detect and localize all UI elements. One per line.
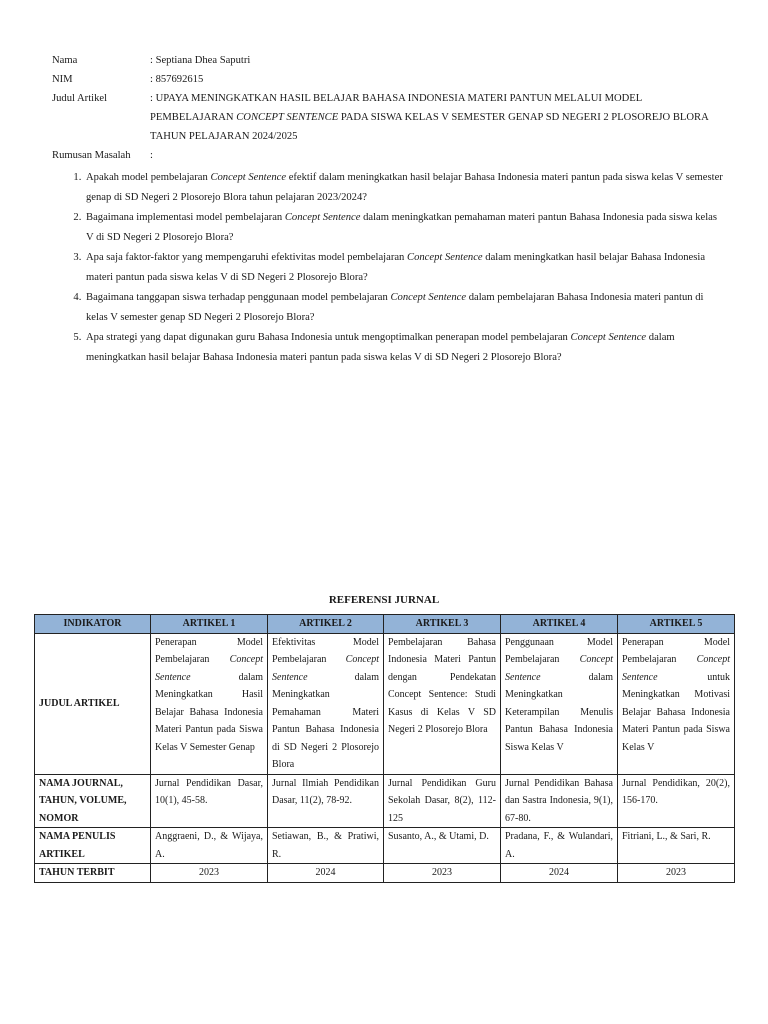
cell-text: Penerapan Model Pembelajaran: [155, 636, 263, 665]
table-cell: 2023: [151, 864, 268, 883]
problem-text: Apa saja faktor-faktor yang mempengaruhi efektivitas model pembelajaran: [86, 252, 408, 263]
problem-text: dalam pembelajaran Bahasa Indonesia materi pantun di kelas V semester genap SD Negeri 2 Plosorejo Blora?: [86, 292, 704, 323]
problem-text: Apakah model pembelajaran: [86, 172, 211, 183]
column-header: ARTIKEL 4: [501, 615, 618, 634]
column-header: ARTIKEL 2: [268, 615, 384, 634]
judul-italic: CONCEPT SENTENCE: [236, 112, 339, 123]
table-cell: [151, 633, 268, 774]
cell-italic: Concept Sentence: [505, 654, 613, 683]
problem-text: efektif dalam meningkatkan hasil belajar Bahasa Indonesia materi pantun pada siswa kelas V semester genap di SD Negeri 2 Plosorejo Blora tahun pelajaran 2023/2024?: [86, 172, 723, 203]
table-cell: Setiawan, B., & Pratiwi, R.: [268, 828, 384, 864]
judul-row: [52, 89, 722, 146]
column-header: ARTIKEL 5: [618, 615, 735, 634]
student-info: [52, 51, 722, 368]
problem-text: Apa strategi yang dapat digunakan guru Bahasa Indonesia untuk mengoptimalkan penerapan model pembelajaran: [86, 332, 571, 343]
row-label: NAMA PENULIS ARTIKEL: [35, 828, 151, 864]
problem-italic: Concept Sentence: [284, 212, 361, 223]
table-header-row: [35, 615, 735, 634]
rumusan-sep: :: [150, 150, 153, 161]
nim-label: NIM: [52, 74, 73, 85]
table-cell: 2024: [501, 864, 618, 883]
reference-title: REFERENSI JURNAL: [328, 594, 440, 606]
problem-item: [84, 248, 724, 287]
row-label: JUDUL ARTIKEL: [35, 633, 151, 774]
rumusan-row: [52, 146, 722, 165]
judul-label: Judul Artikel: [52, 93, 108, 104]
problem-italic: Concept Sentence: [210, 172, 287, 183]
rumusan-label: Rumusan Masalah: [52, 150, 131, 161]
table-cell: Anggraeni, D., & Wijaya, A.: [151, 828, 268, 864]
problem-list: [52, 168, 724, 367]
problem-item: [84, 328, 724, 367]
judul-prefix: : UPAYA MENINGKATKAN HASIL BELAJAR BAHASA INDONESIA MATERI PANTUN MELALUI MODEL PEMBELAJARAN: [150, 93, 642, 123]
problem-item: [84, 208, 724, 247]
table-cell: [268, 633, 384, 774]
table-cell: Fitriani, L., & Sari, R.: [618, 828, 735, 864]
column-header: ARTIKEL 3: [384, 615, 501, 634]
problem-italic: Concept Sentence: [390, 292, 467, 303]
judul-suffix: PADA SISWA KELAS V SEMESTER GENAP SD NEGERI 2 PLOSOREJO BLORA TAHUN PELAJARAN 2024/2025: [150, 112, 709, 142]
column-header: INDIKATOR: [35, 615, 151, 634]
problem-text: dalam meningkatkan hasil belajar Bahasa Indonesia materi pantun pada siswa kelas V di SD Negeri 2 Plosorejo Blora?: [86, 252, 706, 283]
cell-italic: Concept Sentence: [155, 654, 263, 683]
table-cell: 2023: [618, 864, 735, 883]
table-cell: Jurnal Pendidikan, 20(2), 156-170.: [618, 774, 735, 828]
nama-row: [52, 51, 722, 70]
cell-text: Penggunaan Model Pembelajaran: [505, 636, 613, 665]
table-cell: Susanto, A., & Utami, D.: [384, 828, 501, 864]
cell-text: Pembelajaran Bahasa Indonesia Materi Pantun dengan Pendekatan Concept Sentence: Studi Kasus di Kelas V SD Negeri 2 Plosorejo Blora: [388, 636, 496, 735]
cell-text: dalam Meningkatkan Hasil Belajar Bahasa Indonesia Materi Pantun pada Siswa Kelas V Semester Genap: [155, 671, 263, 753]
table-cell: [618, 633, 735, 774]
cell-italic: Concept Sentence: [272, 654, 379, 683]
table-cell: [501, 633, 618, 774]
problem-text: dalam meningkatkan hasil belajar Bahasa Indonesia materi pantun pada siswa kelas V di SD Negeri 2 Plosorejo Blora?: [86, 332, 675, 363]
cell-text: untuk Meningkatkan Motivasi Belajar Bahasa Indonesia Materi Pantun pada Siswa Kelas V: [622, 671, 730, 753]
judul-value: [150, 89, 722, 146]
nim-row: [52, 70, 722, 89]
row-label: NAMA JOURNAL, TAHUN, VOLUME, NOMOR: [35, 774, 151, 828]
table-row: [35, 633, 735, 774]
problem-item: [84, 168, 724, 207]
nama-label: Nama: [52, 55, 78, 66]
table-row: [35, 864, 735, 883]
table-cell: [384, 633, 501, 774]
table-cell: 2023: [384, 864, 501, 883]
problem-text: Bagaimana tanggapan siswa terhadap penggunaan model pembelajaran: [86, 292, 391, 303]
row-label: TAHUN TERBIT: [35, 864, 151, 883]
table-row: [35, 828, 735, 864]
cell-text: Penerapan Model Pembelajaran: [622, 636, 730, 665]
problem-text: dalam meningkatkan pemahaman materi pantun Bahasa Indonesia pada siswa kelas V di SD Negeri 2 Plosorejo Blora?: [86, 212, 718, 243]
table-cell: Jurnal Pendidikan Dasar, 10(1), 45-58.: [151, 774, 268, 828]
cell-italic: Concept Sentence: [622, 654, 730, 683]
problem-item: [84, 288, 724, 327]
reference-table: [34, 614, 735, 883]
table-cell: Pradana, F., & Wulandari, A.: [501, 828, 618, 864]
problem-italic: Concept Sentence: [570, 332, 647, 343]
table-cell: Jurnal Ilmiah Pendidikan Dasar, 11(2), 78-92.: [268, 774, 384, 828]
nama-value: : Septiana Dhea Saputri: [150, 55, 251, 66]
problem-italic: Concept Sentence: [407, 252, 483, 263]
cell-text: dalam Meningkatkan Keterampilan Menulis Pantun Bahasa Indonesia Siswa Kelas V: [505, 671, 613, 753]
table-cell: 2024: [268, 864, 384, 883]
column-header: ARTIKEL 1: [151, 615, 268, 634]
cell-text: Efektivitas Model Pembelajaran: [272, 636, 379, 665]
cell-text: dalam Meningkatkan Pemahaman Materi Pantun Bahasa Indonesia di SD Negeri 2 Plosorejo Blora: [272, 671, 379, 770]
problem-text: Bagaimana implementasi model pembelajaran: [86, 212, 285, 223]
nim-value: : 857692615: [150, 74, 204, 85]
table-cell: Jurnal Pendidikan Bahasa dan Sastra Indonesia, 9(1), 67-80.: [501, 774, 618, 828]
table-row: [35, 774, 735, 828]
table-cell: Jurnal Pendidikan Guru Sekolah Dasar, 8(2), 112-125: [384, 774, 501, 828]
